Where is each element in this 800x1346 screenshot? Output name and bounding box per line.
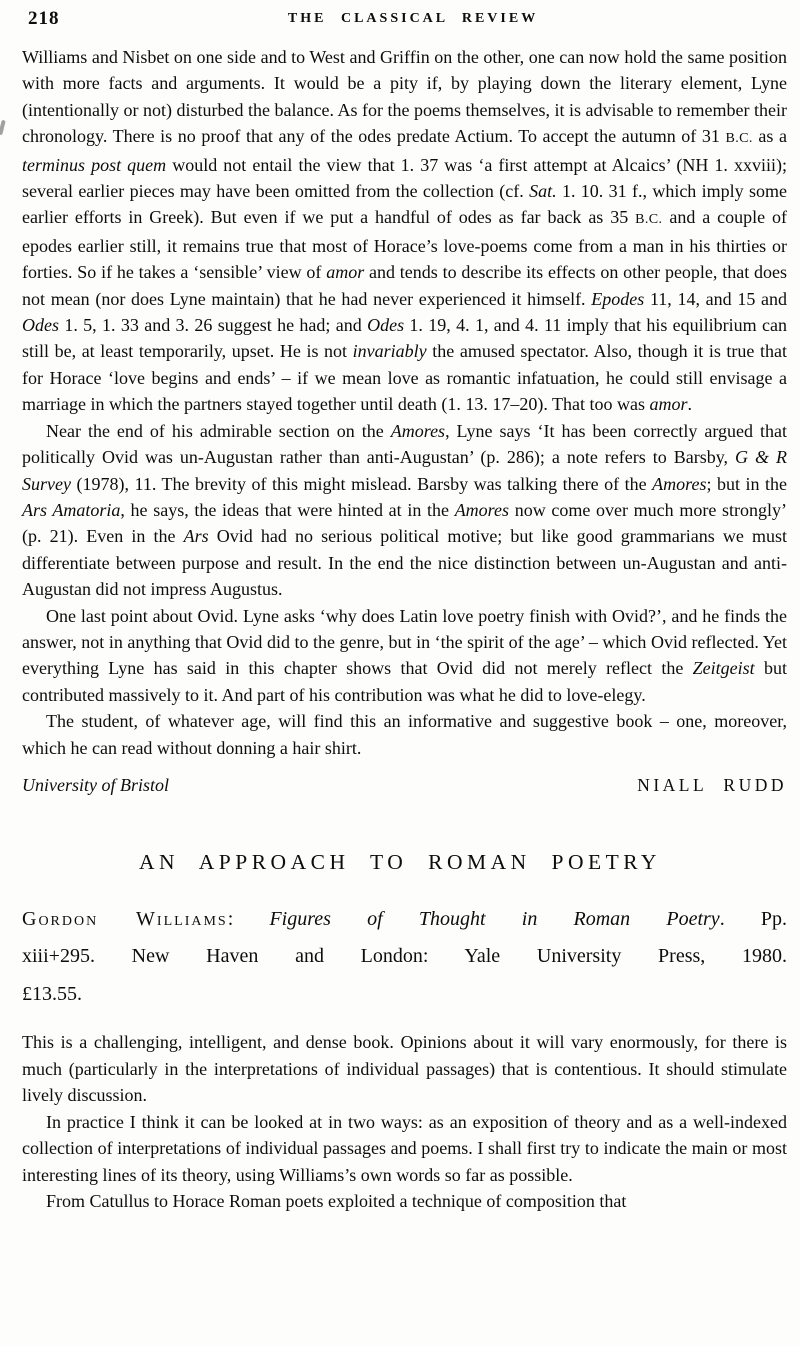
paragraph <box>22 708 787 761</box>
italic-text: Odes <box>22 315 59 336</box>
text-segment: One last point about Ovid. Lyne asks ‘why does Latin love poetry finish with Ovid?’, and he finds the answer, not in anything that Ovid did to the genre, but in ‘the spirit of the age’ – which Ovid reflected. Yet everything Lyne has said in this chapter shows that Ovid did not merely reflect the <box>22 605 787 679</box>
book-citation <box>22 901 787 1014</box>
text-segment: , he says, the ideas that were hinted at in the <box>120 499 455 520</box>
italic-text: Epodes <box>591 288 645 309</box>
italic-text: Amores <box>454 499 510 520</box>
italic-text: Odes <box>367 315 405 336</box>
text-segment: In practice I think it can be looked at in two ways: as an exposition of theory and as a well-indexed collection of interpretations of individual passages and poems. I shall first try to indicate the main or most interesting lines of its theory, using Williams’s own words so far as possible. <box>22 1111 787 1185</box>
italic-text: terminus post quem <box>22 154 167 175</box>
text-segment: and tends to describe its effects on other people, that does not mean (nor does Lyne maintain) that he had never experienced it himself. <box>22 262 787 309</box>
italic-text: Zeitgeist <box>692 658 755 679</box>
italic-text: amor <box>649 394 688 415</box>
italic-text: Ars <box>183 526 209 547</box>
text-segment: B.C. <box>725 130 753 147</box>
article-heading: AN APPROACH TO ROMAN POETRY <box>139 849 661 874</box>
italic-text: Ars Amatoria <box>22 499 121 520</box>
review-body-williams <box>22 1029 787 1214</box>
text-segment: 11, 14, and 15 and <box>644 288 787 309</box>
paragraph <box>22 44 787 418</box>
paragraph <box>22 1109 787 1188</box>
scan-artifact <box>0 120 6 136</box>
text-segment: ; but in the <box>706 473 787 494</box>
text-segment: Near the end of his admirable section on the <box>46 420 391 441</box>
text-segment: 1. 10. 31 f., which imply some earlier efforts in Greek). But even if we put a handful of odes as far back as 35 <box>22 181 787 228</box>
italic-text: Amores <box>390 420 446 441</box>
running-head <box>28 8 786 32</box>
reviewer-affiliation: University of Bristol <box>22 774 169 795</box>
review-williams <box>0 850 800 1214</box>
text-segment: and a couple of epodes earlier still, it remains true that most of Horace’s love-poems come from a man in his thirties or forties. So if he takes a ‘sensible’ view of <box>22 207 788 283</box>
text-segment: Ovid had no serious political motive; but like good grammarians we must differentiate between purpose and result. In the end the nice distinction between un-Augustan and anti-Augustan did not impress Augustus. <box>22 526 787 600</box>
italic-text: Sat. <box>529 181 557 202</box>
text-segment: : <box>227 907 270 930</box>
text-segment: the amused spectator. Also, though it is true that for Horace ‘love begins and ends’ – if we mean love as romantic infatuation, he could still envisage a marriage in which the partners stayed together until death (1. 13. 17–20). That too was <box>22 341 787 415</box>
text-segment: now come over much more strongly’ (p. 21). Even in the <box>22 499 787 547</box>
text-segment: 1. 5, 1. 33 and 3. 26 suggest he had; and <box>59 315 368 336</box>
italic-text: Figures of Thought in Roman Poetry <box>269 907 720 930</box>
text-segment: This is a challenging, intelligent, and dense book. Opinions about it will vary enormously, for there is much (particularly in the interpretations of individual passages) that is contentious. It should stimulate lively discussion. <box>22 1032 787 1106</box>
text-segment: as a <box>752 126 788 147</box>
text-segment: Williams and Nisbet on one side and to West and Griffin on the other, one can now hold the same position with more facts and arguments. It would be a pity if, by playing down the literary element, Lyne (intentionally or not) disturbed the balance. As for the poems themselves, it is advisable to remember their chronology. There is no proof that any of the odes predate Actium. To accept the autumn of 31 <box>22 47 787 147</box>
text-segment: (1978), 11. The brevity of this might mislead. Barsby was talking there of the <box>70 473 653 494</box>
text-segment: The student, of whatever age, will find this an informative and suggestive book – one, moreover, which he can read without donning a hair shirt. <box>22 711 787 758</box>
paragraph <box>22 603 787 709</box>
text-segment: xiii+295. New Haven and London: Yale University Press, 1980. <box>22 945 787 968</box>
reviewer-name: NIALL RUDD <box>637 774 787 795</box>
text-segment: would not entail the view that 1. 37 was ‘a first attempt at Alcaics’ (NH 1. xxviii); several earlier pieces may have been omitted from the collection (cf. <box>22 154 787 202</box>
page-number: 218 <box>28 8 60 29</box>
text-segment: , Lyne says ‘It has been correctly argued that politically Ovid was un-Augustan rather than anti-Augustan’ (p. 286); a note refers to Barsby, <box>22 420 787 468</box>
text-segment: £13.55. <box>22 982 82 1005</box>
review-body-rudd <box>22 44 787 761</box>
text-segment: 1. 19, 4. 1, and 4. 11 imply that his equilibrium can still be, at least temporarily, upset. He is not <box>22 315 787 362</box>
text-segment: B.C. <box>635 211 663 228</box>
italic-text: G & R Survey <box>22 447 788 494</box>
italic-text: invariably <box>352 341 427 362</box>
italic-text: Amores <box>652 473 707 494</box>
text-segment: . Pp. <box>719 907 788 930</box>
paragraph <box>22 418 787 603</box>
journal-title: THE CLASSICAL REVIEW <box>287 11 539 26</box>
text-segment: Gordon Williams <box>22 907 228 930</box>
text-segment: From Catullus to Horace Roman poets exploited a technique of composition that <box>46 1190 627 1211</box>
text-segment: . <box>687 394 693 415</box>
signature <box>22 775 787 796</box>
text-segment: but contributed massively to it. And part of his contribution was what he did to love-elegy. <box>22 658 787 705</box>
paragraph <box>22 1188 787 1214</box>
paragraph <box>22 1029 787 1108</box>
italic-text: amor <box>326 262 365 283</box>
